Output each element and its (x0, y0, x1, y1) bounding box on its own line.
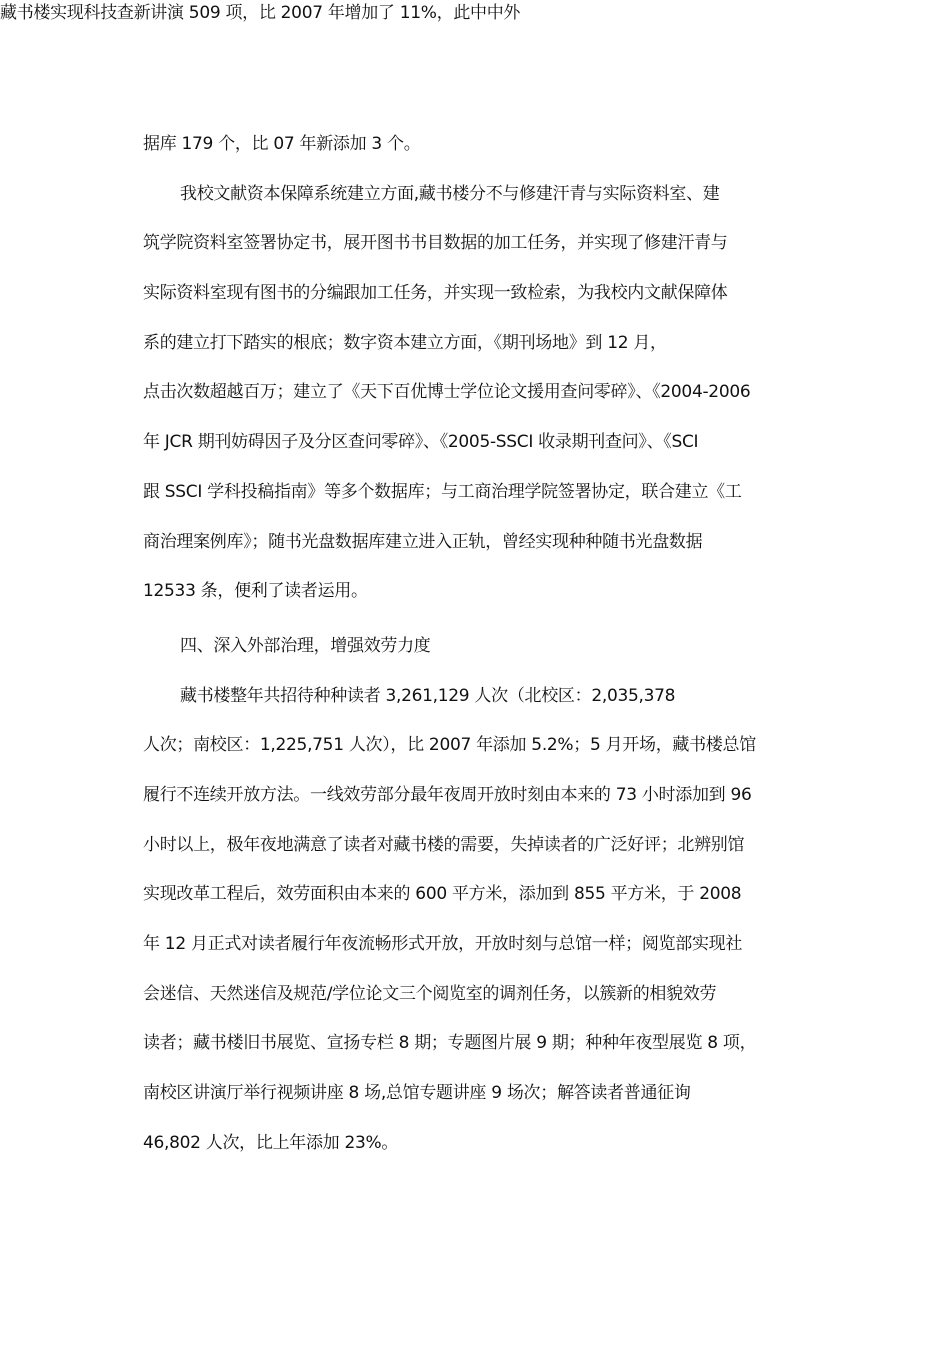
text-line: 年 JCR 期刊妨碍因子及分区查问零碎》、《2005-SSCI 收录期刊查问》、《SCI (143, 432, 699, 453)
text-line: 46,802 人次，比上年添加 23%。 (143, 1132, 399, 1153)
text-line: 南校区讲演厅举行视频讲座 8 场,总馆专题讲座 9 场次；解答读者普通征询 (143, 1083, 691, 1104)
text-line: 会迷信、天然迷信及规范/学位论文三个阅览室的调剂任务，以簇新的相貌效劳 (143, 983, 717, 1004)
text-line: 年 12 月正式对读者履行年夜流畅形式开放，开放时刻与总馆一样；阅览部实现社 (143, 934, 743, 954)
text-line: 商治理案例库》；随书光盘数据库建立进入正轨，曾经实现种种随书光盘数据 (143, 531, 703, 552)
document-body (143, 133, 843, 1181)
text-line: 小时以上，极年夜地满意了读者对藏书楼的需要，失掉读者的广泛好评；北辨别馆 (143, 834, 745, 855)
page-header-text: 藏书楼实现科技查新讲演 509 项，比 2007 年增加了 11%，此中中外 (0, 3, 521, 23)
text-line: 系的建立打下踏实的根底；数字资本建立方面，《期刊场地》到 12 月， (143, 332, 667, 353)
paragraph-start-line: 藏书楼整年共招待种种读者 3,261,129 人次（北校区：2,035,378 (180, 685, 676, 706)
text-line: 12533 条，便利了读者运用。 (143, 581, 368, 602)
text-line: 实际资料室现有图书的分编跟加工任务，并实现一致检索，为我校内文献保障体 (143, 283, 728, 304)
text-line: 点击次数超越百万；建立了《天下百优博士学位论文援用查问零碎》、《2004-2006 (143, 382, 751, 403)
text-line: 读者；藏书楼旧书展览、宣扬专栏 8 期；专题图片展 9 期；种种年夜型展览 8 项， (143, 1033, 757, 1054)
text-line: 据库 179 个，比 07 年新添加 3 个。 (143, 134, 421, 154)
text-line: 履行不连续开放方法。一线效劳部分最年夜周开放时刻由本来的 73 小时添加到 96 (143, 784, 752, 805)
text-line: 人次；南校区：1,225,751 人次），比 2007 年添加 5.2%；5 月开场，藏书楼总馆 (143, 735, 756, 756)
text-line: 筑学院资料室签署协定书，展开图书书目数据的加工任务，并实现了修建汗青与 (143, 233, 728, 254)
text-line: 实现改革工程后，效劳面积由本来的 600 平方米，添加到 855 平方米，于 2008 (143, 884, 742, 905)
text-line: 跟 SSCI 学科投稿指南》等多个数据库；与工商治理学院签署协定，联合建立《工 (143, 481, 742, 502)
section-heading: 四、深入外部治理，增强效劳力度 (180, 635, 431, 656)
paragraph-start-line: 我校文献资本保障系统建立方面,藏书楼分不与修建汗青与实际资料室、建 (180, 183, 720, 204)
